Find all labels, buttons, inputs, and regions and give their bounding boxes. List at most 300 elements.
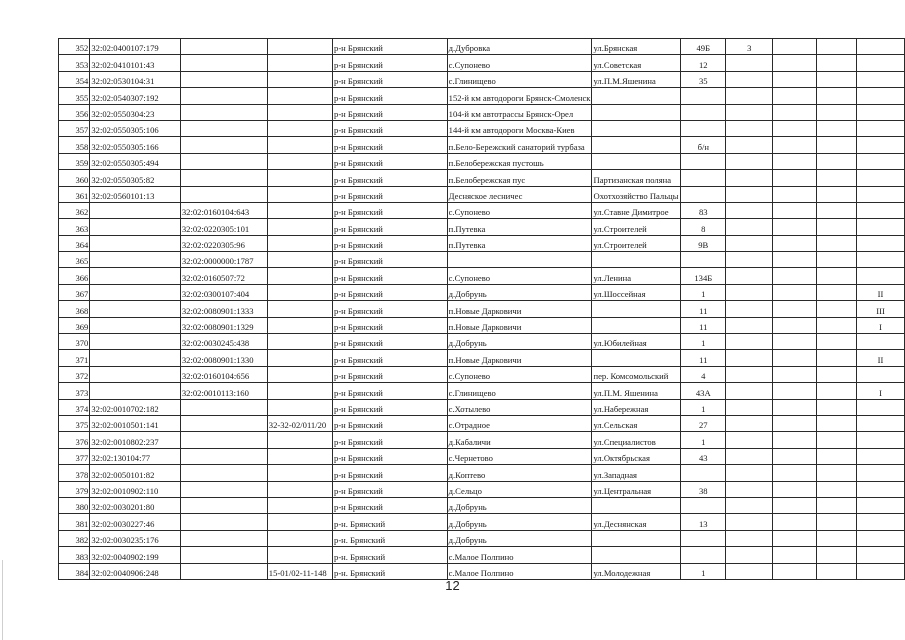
apartment-cell <box>857 104 905 120</box>
row-number-cell: 372 <box>59 366 90 382</box>
street-cell: ул.Строителей <box>592 219 681 235</box>
table-row <box>59 55 905 71</box>
row-number-cell: 361 <box>59 186 90 202</box>
row-number-cell: 356 <box>59 104 90 120</box>
apartment-cell <box>857 399 905 415</box>
house-number-cell: 35 <box>681 71 726 87</box>
street-cell: ул.Центральная <box>592 481 681 497</box>
registration-number-cell <box>267 530 332 546</box>
row-number-cell: 374 <box>59 399 90 415</box>
house-number-cell: 27 <box>681 415 726 431</box>
apartment-cell <box>857 415 905 431</box>
registration-number-cell <box>267 104 332 120</box>
street-cell <box>592 137 681 153</box>
empty-cell <box>816 383 857 399</box>
table-row <box>59 137 905 153</box>
table-row <box>59 202 905 218</box>
cadastral-number-cell: 32:02:0030235:176 <box>90 530 181 546</box>
house-number-cell <box>681 88 726 104</box>
building-cell <box>726 235 773 251</box>
row-number-cell: 381 <box>59 514 90 530</box>
building-cell <box>726 153 773 169</box>
building-cell <box>726 284 773 300</box>
district-cell: р-н Брянский <box>333 235 448 251</box>
district-cell: р-н Брянский <box>333 432 448 448</box>
building-cell <box>726 530 773 546</box>
building-cadastral-number-cell <box>180 399 267 415</box>
building-cell <box>726 137 773 153</box>
empty-cell <box>816 88 857 104</box>
row-number-cell: 369 <box>59 317 90 333</box>
table-row <box>59 383 905 399</box>
building-cell <box>726 563 773 579</box>
registration-number-cell <box>267 334 332 350</box>
house-number-cell <box>681 186 726 202</box>
building-cadastral-number-cell <box>180 497 267 513</box>
empty-cell <box>816 137 857 153</box>
apartment-cell <box>857 202 905 218</box>
registration-number-cell <box>267 350 332 366</box>
row-number-cell: 378 <box>59 465 90 481</box>
street-cell <box>592 350 681 366</box>
street-cell <box>592 547 681 563</box>
empty-cell <box>773 268 816 284</box>
apartment-cell <box>857 497 905 513</box>
cadastral-number-cell: 32:02:0550304:23 <box>90 104 181 120</box>
apartment-cell: I <box>857 383 905 399</box>
locality-cell: д.Добрунь <box>447 334 592 350</box>
apartment-cell <box>857 432 905 448</box>
house-number-cell: 12 <box>681 55 726 71</box>
apartment-cell <box>857 120 905 136</box>
house-number-cell: 38 <box>681 481 726 497</box>
table-row <box>59 252 905 268</box>
locality-cell: с.Супонево <box>447 55 592 71</box>
house-number-cell <box>681 547 726 563</box>
cadastral-number-cell <box>90 284 181 300</box>
house-number-cell: 11 <box>681 317 726 333</box>
empty-cell <box>773 366 816 382</box>
locality-cell: д.Добрунь <box>447 497 592 513</box>
house-number-cell: 43А <box>681 383 726 399</box>
district-cell: р-н Брянский <box>333 186 448 202</box>
registration-number-cell <box>267 219 332 235</box>
registration-number-cell <box>267 432 332 448</box>
empty-cell <box>816 268 857 284</box>
registration-number-cell <box>267 120 332 136</box>
street-cell: ул.Специалистов <box>592 432 681 448</box>
street-cell <box>592 317 681 333</box>
building-cell <box>726 268 773 284</box>
house-number-cell <box>681 170 726 186</box>
apartment-cell <box>857 530 905 546</box>
building-cadastral-number-cell: 32:02:0300107:404 <box>180 284 267 300</box>
street-cell: ул.Молодежная <box>592 563 681 579</box>
house-number-cell: 11 <box>681 350 726 366</box>
building-cell <box>726 514 773 530</box>
building-cadastral-number-cell: 32:02:0030245:438 <box>180 334 267 350</box>
cadastral-number-cell <box>90 301 181 317</box>
empty-cell <box>773 415 816 431</box>
district-cell: р-н Брянский <box>333 39 448 55</box>
empty-cell <box>773 301 816 317</box>
cadastral-number-cell: 32:02:0550305:106 <box>90 120 181 136</box>
row-number-cell: 383 <box>59 547 90 563</box>
empty-cell <box>816 547 857 563</box>
building-cell <box>726 317 773 333</box>
street-cell <box>592 530 681 546</box>
building-cadastral-number-cell: 32:02:0160507:72 <box>180 268 267 284</box>
empty-cell <box>773 137 816 153</box>
property-register-table <box>58 38 905 580</box>
registration-number-cell <box>267 284 332 300</box>
district-cell: р-н. Брянский <box>333 547 448 563</box>
building-cell <box>726 88 773 104</box>
registration-number-cell <box>267 301 332 317</box>
street-cell: ул.Деснянская <box>592 514 681 530</box>
cadastral-number-cell <box>90 317 181 333</box>
building-cadastral-number-cell <box>180 530 267 546</box>
locality-cell: п.Путевка <box>447 219 592 235</box>
apartment-cell <box>857 219 905 235</box>
cadastral-number-cell <box>90 268 181 284</box>
table-row <box>59 39 905 55</box>
table-row <box>59 415 905 431</box>
building-cadastral-number-cell <box>180 514 267 530</box>
empty-cell <box>773 334 816 350</box>
locality-cell: с.Хотылево <box>447 399 592 415</box>
street-cell: ул.Советская <box>592 55 681 71</box>
street-cell <box>592 120 681 136</box>
building-cadastral-number-cell: 32:02:0010113:160 <box>180 383 267 399</box>
house-number-cell: 8 <box>681 219 726 235</box>
registration-number-cell <box>267 268 332 284</box>
locality-cell: п.Новые Дарковичи <box>447 317 592 333</box>
registration-number-cell <box>267 235 332 251</box>
table-row <box>59 448 905 464</box>
locality-cell: с.Малое Полпино <box>447 563 592 579</box>
district-cell: р-н Брянский <box>333 301 448 317</box>
empty-cell <box>773 432 816 448</box>
registration-number-cell <box>267 252 332 268</box>
district-cell: р-н Брянский <box>333 55 448 71</box>
district-cell: р-н Брянский <box>333 317 448 333</box>
building-cadastral-number-cell <box>180 547 267 563</box>
row-number-cell: 379 <box>59 481 90 497</box>
district-cell: р-н Брянский <box>333 481 448 497</box>
district-cell: р-н Брянский <box>333 284 448 300</box>
empty-cell <box>816 120 857 136</box>
district-cell: р-н Брянский <box>333 465 448 481</box>
registration-number-cell <box>267 39 332 55</box>
row-number-cell: 357 <box>59 120 90 136</box>
empty-cell <box>773 383 816 399</box>
registration-number-cell <box>267 88 332 104</box>
apartment-cell: II <box>857 350 905 366</box>
house-number-cell <box>681 153 726 169</box>
district-cell: р-н Брянский <box>333 71 448 87</box>
empty-cell <box>773 71 816 87</box>
locality-cell: с.Супонево <box>447 268 592 284</box>
row-number-cell: 363 <box>59 219 90 235</box>
house-number-cell: 43 <box>681 448 726 464</box>
apartment-cell <box>857 71 905 87</box>
empty-cell <box>773 186 816 202</box>
building-cell <box>726 55 773 71</box>
cadastral-number-cell <box>90 252 181 268</box>
cadastral-number-cell: 32:02:0040902:199 <box>90 547 181 563</box>
empty-cell <box>816 235 857 251</box>
district-cell: р-н Брянский <box>333 104 448 120</box>
table-row <box>59 514 905 530</box>
cadastral-number-cell: 32:02:0010902:110 <box>90 481 181 497</box>
district-cell: р-н Брянский <box>333 120 448 136</box>
row-number-cell: 377 <box>59 448 90 464</box>
cadastral-number-cell: 32:02:0030201:80 <box>90 497 181 513</box>
building-cell <box>726 415 773 431</box>
registration-number-cell <box>267 55 332 71</box>
apartment-cell <box>857 334 905 350</box>
locality-cell: д.Дубровка <box>447 39 592 55</box>
empty-cell <box>816 432 857 448</box>
table-row <box>59 88 905 104</box>
empty-cell <box>773 399 816 415</box>
row-number-cell: 366 <box>59 268 90 284</box>
table-row <box>59 219 905 235</box>
locality-cell: д.Кабаличи <box>447 432 592 448</box>
cadastral-number-cell: 32:02:0010501:141 <box>90 415 181 431</box>
empty-cell <box>773 202 816 218</box>
empty-cell <box>773 547 816 563</box>
building-cell <box>726 71 773 87</box>
apartment-cell <box>857 252 905 268</box>
district-cell: р-н Брянский <box>333 153 448 169</box>
building-cadastral-number-cell <box>180 448 267 464</box>
locality-cell: п.Бело-Бережский санаторий турбаза <box>447 137 592 153</box>
street-cell: Партизанская поляна <box>592 170 681 186</box>
street-cell: ул.П.М. Яшенина <box>592 383 681 399</box>
row-number-cell: 354 <box>59 71 90 87</box>
empty-cell <box>816 350 857 366</box>
locality-cell: с.Супонево <box>447 202 592 218</box>
cadastral-number-cell <box>90 219 181 235</box>
building-cadastral-number-cell <box>180 71 267 87</box>
table-row <box>59 153 905 169</box>
house-number-cell <box>681 104 726 120</box>
empty-cell <box>816 465 857 481</box>
apartment-cell <box>857 563 905 579</box>
empty-cell <box>773 465 816 481</box>
building-cadastral-number-cell: 32:02:0220305:101 <box>180 219 267 235</box>
district-cell: р-н Брянский <box>333 252 448 268</box>
table-row <box>59 120 905 136</box>
empty-cell <box>773 497 816 513</box>
street-cell: ул.Октябрьская <box>592 448 681 464</box>
table-row <box>59 235 905 251</box>
cadastral-number-cell: 32:02:0550305:82 <box>90 170 181 186</box>
registration-number-cell <box>267 202 332 218</box>
building-cell <box>726 350 773 366</box>
empty-cell <box>773 219 816 235</box>
house-number-cell: 1 <box>681 399 726 415</box>
row-number-cell: 359 <box>59 153 90 169</box>
house-number-cell: 134Б <box>681 268 726 284</box>
building-cell <box>726 219 773 235</box>
district-cell: р-н Брянский <box>333 497 448 513</box>
cadastral-number-cell <box>90 202 181 218</box>
empty-cell <box>773 481 816 497</box>
building-cell <box>726 170 773 186</box>
street-cell: ул.Шоссейная <box>592 284 681 300</box>
registration-number-cell: 32-32-02/011/20 <box>267 415 332 431</box>
locality-cell: с.Чернетово <box>447 448 592 464</box>
table-row <box>59 186 905 202</box>
district-cell: р-н Брянский <box>333 137 448 153</box>
registration-number-cell <box>267 137 332 153</box>
row-number-cell: 352 <box>59 39 90 55</box>
row-number-cell: 371 <box>59 350 90 366</box>
empty-cell <box>816 170 857 186</box>
table-row <box>59 530 905 546</box>
table-row <box>59 170 905 186</box>
street-cell: ул.Ленина <box>592 268 681 284</box>
house-number-cell: 83 <box>681 202 726 218</box>
row-number-cell: 362 <box>59 202 90 218</box>
registration-number-cell <box>267 153 332 169</box>
table-row <box>59 301 905 317</box>
empty-cell <box>816 448 857 464</box>
building-cadastral-number-cell <box>180 55 267 71</box>
apartment-cell <box>857 170 905 186</box>
apartment-cell: I <box>857 317 905 333</box>
cadastral-number-cell: 32:02:0530104:31 <box>90 71 181 87</box>
empty-cell <box>816 301 857 317</box>
locality-cell <box>447 252 592 268</box>
row-number-cell: 365 <box>59 252 90 268</box>
registration-number-cell <box>267 383 332 399</box>
house-number-cell: 1 <box>681 432 726 448</box>
building-cadastral-number-cell: 32:02:0000000:1787 <box>180 252 267 268</box>
building-cell <box>726 432 773 448</box>
district-cell: р-н Брянский <box>333 170 448 186</box>
row-number-cell: 382 <box>59 530 90 546</box>
registration-number-cell <box>267 366 332 382</box>
empty-cell <box>773 88 816 104</box>
empty-cell <box>773 252 816 268</box>
cadastral-number-cell: 32:02:0550305:166 <box>90 137 181 153</box>
row-number-cell: 373 <box>59 383 90 399</box>
building-cadastral-number-cell <box>180 153 267 169</box>
apartment-cell <box>857 268 905 284</box>
cadastral-number-cell: 32:02:0560101:13 <box>90 186 181 202</box>
row-number-cell: 384 <box>59 563 90 579</box>
district-cell: р-н Брянский <box>333 366 448 382</box>
empty-cell <box>773 563 816 579</box>
empty-cell <box>816 334 857 350</box>
empty-cell <box>773 235 816 251</box>
locality-cell: 144-й км автодороги Москва-Киев <box>447 120 592 136</box>
registration-number-cell <box>267 497 332 513</box>
building-cell <box>726 465 773 481</box>
table-row <box>59 284 905 300</box>
row-number-cell: 380 <box>59 497 90 513</box>
building-cell <box>726 334 773 350</box>
empty-cell <box>773 153 816 169</box>
locality-cell: д.Добрунь <box>447 284 592 300</box>
district-cell: р-н. Брянский <box>333 563 448 579</box>
table-row <box>59 350 905 366</box>
table-row <box>59 104 905 120</box>
cadastral-number-cell: 32:02:0010802:237 <box>90 432 181 448</box>
house-number-cell: 13 <box>681 514 726 530</box>
cadastral-number-cell <box>90 350 181 366</box>
street-cell: ул.Брянская <box>592 39 681 55</box>
registration-number-cell <box>267 448 332 464</box>
empty-cell <box>816 71 857 87</box>
apartment-cell <box>857 547 905 563</box>
building-cadastral-number-cell <box>180 120 267 136</box>
district-cell: р-н Брянский <box>333 334 448 350</box>
district-cell: р-н Брянский <box>333 350 448 366</box>
locality-cell: с.Глинищево <box>447 383 592 399</box>
locality-cell: с.Супонево <box>447 366 592 382</box>
district-cell: р-н Брянский <box>333 88 448 104</box>
row-number-cell: 376 <box>59 432 90 448</box>
apartment-cell <box>857 137 905 153</box>
registration-number-cell <box>267 399 332 415</box>
empty-cell <box>816 202 857 218</box>
street-cell: ул.Сельская <box>592 415 681 431</box>
street-cell <box>592 252 681 268</box>
registration-number-cell <box>267 481 332 497</box>
cadastral-number-cell: 32:02:0410101:43 <box>90 55 181 71</box>
registration-number-cell <box>267 317 332 333</box>
street-cell <box>592 153 681 169</box>
empty-cell <box>773 530 816 546</box>
scan-edge-line <box>2 560 3 640</box>
locality-cell: Десняское лесничес <box>447 186 592 202</box>
building-cadastral-number-cell: 32:02:0080901:1333 <box>180 301 267 317</box>
empty-cell <box>816 284 857 300</box>
empty-cell <box>816 563 857 579</box>
cadastral-number-cell: 32:02:130104:77 <box>90 448 181 464</box>
empty-cell <box>773 104 816 120</box>
row-number-cell: 358 <box>59 137 90 153</box>
table-row <box>59 497 905 513</box>
street-cell: ул.Юбилейная <box>592 334 681 350</box>
empty-cell <box>816 497 857 513</box>
page-number: 12 <box>445 578 460 593</box>
row-number-cell: 355 <box>59 88 90 104</box>
apartment-cell <box>857 186 905 202</box>
empty-cell <box>816 481 857 497</box>
empty-cell <box>773 170 816 186</box>
row-number-cell: 367 <box>59 284 90 300</box>
district-cell: р-н Брянский <box>333 415 448 431</box>
building-cell <box>726 383 773 399</box>
street-cell <box>592 301 681 317</box>
table-row <box>59 481 905 497</box>
empty-cell <box>816 39 857 55</box>
locality-cell: д.Сельцо <box>447 481 592 497</box>
apartment-cell <box>857 448 905 464</box>
empty-cell <box>816 104 857 120</box>
table-row <box>59 399 905 415</box>
district-cell: р-н. Брянский <box>333 530 448 546</box>
empty-cell <box>816 317 857 333</box>
locality-cell: д.Коптево <box>447 465 592 481</box>
table-row <box>59 268 905 284</box>
